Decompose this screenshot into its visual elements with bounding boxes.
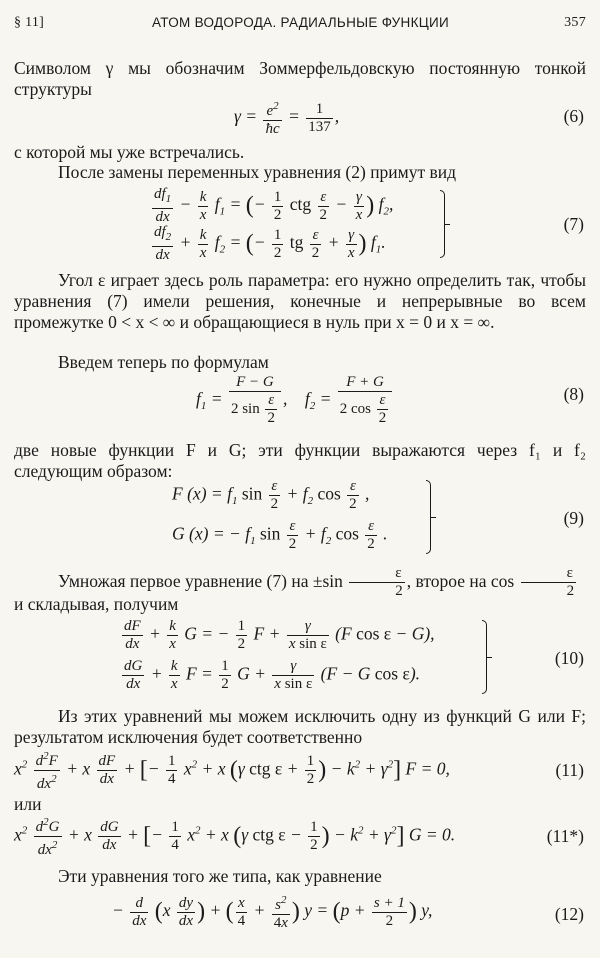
page-number: 357 <box>564 15 586 30</box>
paragraph-1: Символом γ мы обозначим Зоммерфельдовскую постоянную тонкой структуры <box>14 58 586 99</box>
equation-11-star <box>0 814 600 858</box>
equation-7-brace <box>440 190 445 258</box>
equation-11 <box>0 748 600 792</box>
paragraph-7-cont: и складывая, получим <box>14 594 179 614</box>
equation-8-number: (8) <box>563 384 584 404</box>
paragraph-2: с которой мы уже встречались. <box>14 142 245 162</box>
equation-9-number: (9) <box>563 508 584 528</box>
equation-10-line-2: $\frac{dG}{dx}$ + $\frac{k}{x}$ F = $\frac{1}{2}$ G + $\frac{\gamma}{\text{x sin ε}}$ (F − G cos ε). <box>124 658 421 692</box>
paragraph-3: После замены переменных уравнения (2) примут вид <box>58 162 457 182</box>
equation-11-star-number: (11*) <box>546 826 584 846</box>
equation-11-body: $x^2$ $\frac{d^2F}{dx^2}$ + x $\frac{dF}{dx}$ + [− $\frac{1}{4}$ $x^2 + x$ (γ ctg ε + $\frac{1}{2}$ ) − $k^2 + \gamma^2$] F = 0, <box>14 750 450 792</box>
equation-11-number: (11) <box>555 760 584 780</box>
equation-10-brace <box>482 620 487 694</box>
equation-9-brace <box>426 480 431 554</box>
paragraph-7-part-b: , второе на cos <box>406 571 515 591</box>
paragraph-9: или <box>14 794 42 814</box>
equation-9-line-1: F $(x) = f_1$ sin $\frac{\varepsilon}{2}$ + $f_2$ cos $\frac{\varepsilon}{2}$ , <box>172 478 370 512</box>
running-title: АТОМ ВОДОРОДА. РАДИАЛЬНЫЕ ФУНКЦИИ <box>152 15 450 30</box>
paragraph-7-part-a: Умножая первое уравнение (7) на ±sin <box>58 571 343 591</box>
equation-7-line-1: $\frac{df_1}{dx}$ − $\frac{k}{x}$ $f_1$ = (− $\frac{1}{2}$ ctg $\frac{\varepsilon}{2}$ − $\frac{\gamma}{x}$ ) $f_2$, <box>154 186 394 225</box>
paragraph-7: Умножая первое уравнение (7) на ±sin $\frac{\varepsilon}{2}$ , второе на cos $\frac{\varepsilon}{2}$ <box>58 565 575 600</box>
section-mark: § 11] <box>14 15 45 30</box>
equation-11-star-body: $x^2$ $\frac{d^2G}{dx^2}$ + x $\frac{dG}{dx}$ + [− $\frac{1}{4}$ $x^2 + x$ (γ ctg ε − $\frac{1}{2}$ ) − $k^2 + \gamma^2$] G = 0. <box>14 816 456 858</box>
equation-6-number: (6) <box>563 106 584 126</box>
equation-7-line-2: $\frac{df_2}{dx}$ + $\frac{k}{x}$ $f_2$ = (− $\frac{1}{2}$ tg $\frac{\varepsilon}{2}$ + $\frac{\gamma}{x}$ ) $f_1$. <box>154 224 386 263</box>
equation-6 <box>0 98 600 137</box>
paragraph-5: Введем теперь по формулам <box>58 352 269 372</box>
equation-9-line-2: G (x) = − $f_1$ sin $\frac{\varepsilon}{2}$ + $f_2$ cos $\frac{\varepsilon}{2}$ . <box>172 518 388 552</box>
equation-12 <box>0 892 600 938</box>
equation-10 <box>0 618 600 694</box>
equation-10-number: (10) <box>554 648 584 668</box>
equation-12-number: (12) <box>554 904 584 924</box>
paragraph-8: Из этих уравнений мы можем исключить одну из функций G или F; результатом исключения будет соответственно <box>14 706 586 747</box>
paragraph-10: Эти уравнения того же типа, как уравнение <box>58 866 382 886</box>
paragraph-6: две новые функции F и G; эти функции выражаются через f₁ и f₂ следующим образом: <box>14 440 586 481</box>
paragraph-4: Угол ε играет здесь роль параметра: его нужно определить так, чтобы уравнения (7) имели решения, конечные и непрерывные во всем промежутке 0 < x < ∞ и обращающиеся в нуль при x = 0 и x = ∞. <box>14 270 586 332</box>
equation-6-body: γ = $\frac{e^2}{ħc}$ = $\frac{1}{137}$ , <box>234 100 340 137</box>
equation-9 <box>0 478 600 556</box>
equation-8 <box>0 374 600 428</box>
equation-12-body: − $\frac{d}{dx}$ (x $\frac{dy}{dx}$ ) + ( $\frac{x}{4}$ + $\frac{s^2}{4x}$ ) y = (p + $\frac{s + 1}{2}$ ) y, <box>112 894 433 931</box>
equation-7 <box>0 186 600 262</box>
equation-8-body: $f_1$ = F − G 2 sin $\frac{\varepsilon}{2}$ , $f_2$ = F + G 2 cos $\frac{\varepsilon}{2}$ <box>196 374 394 427</box>
equation-7-number: (7) <box>563 214 584 234</box>
equation-10-line-1: $\frac{dF}{dx}$ + $\frac{k}{x}$ G = − $\frac{1}{2}$ F + $\frac{\gamma}{\text{x sin ε}}$ (F cos ε − G), <box>124 618 435 652</box>
running-header <box>14 12 586 34</box>
